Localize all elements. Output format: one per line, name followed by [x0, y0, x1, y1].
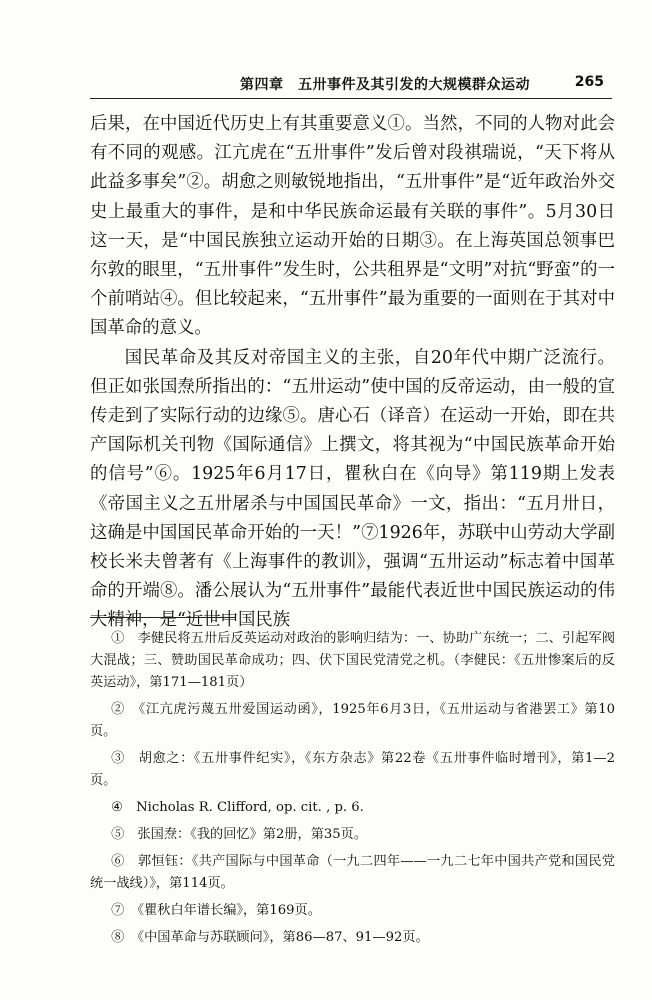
footnote-2: ② 《江亢虎污蔑五卅爱国运动函》，1925年6月3日，《五卅运动与省港罢工》第10页。: [90, 702, 615, 739]
footnote-6: ⑥ 郭恒钰：《共产国际与中国革命（一九二四年——一九二七年中国共产党和国民党统一战线）》，第114页。: [90, 854, 615, 891]
main-text: [90, 110, 615, 636]
footnote-8: ⑧ 《中国革命与苏联顾问》，第86—87、91—92页。: [111, 930, 429, 945]
footnote-divider: [90, 617, 235, 618]
footnote-1: ① 李健民将五卅后反英运动对政治的影响归结为：一、协助广东统一；二、引起军阀大混战；三、赞助国民革命成功；四、伏下国民党清党之机。（李健民：《五卅惨案后的反英运动》，第171—181页）: [90, 631, 615, 690]
footnote-7: ⑦ 《瞿秋白年谱长编》，第169页。: [111, 903, 321, 918]
footnote-5: ⑤ 张国焘：《我的回忆》第2册，第35页。: [111, 827, 368, 842]
paragraph: 国民革命及其反对帝国主义的主张，自20年代中期广泛流行。但正如张国焘所指出的：“五卅运动”使中国的反帝运动，由一般的宣传走到了实际行动的边缘⑤。唐心石（译音）在运动一开始，即在共产国际机关刊物《国际通信》上撰文，将其视为“中国民族革命开始的信号”⑥。1925年6月17日，瞿秋白在《向导》第119期上发表《帝国主义之五卅屠杀与中国国民革命》一文，指出：“五月卅日，这确是中国国民革命开始的一天！”⑦1926年，苏联中山劳动大学副校长米夫曾著有《上海事件的教训》，强调“五卅运动”标志着中国革命的开端⑧。潘公展认为“五卅事件”最能代表近世中国民族运动的伟大精神，是“近世中国民族: [90, 347, 615, 631]
paragraph-continued: 后果，在中国近代历史上有其重要意义①。当然，不同的人物对此会有不同的观感。江亢虎在“五卅事件”发后曾对段祺瑞说，“天下将从此益多事矣”②。胡愈之则敏锐地指出，“五卅事件”是“近年政治外交史上最重大的事件，是和中华民族命运最有关联的事件”。5月30日这一天，是“中国民族独立运动开始的日期③。在上海英国总领事巴尔敦的眼里，“五卅事件”发生时，公共租界是“文明”对抗“野蛮”的一个前哨站④。但比较起来，“五卅事件”最为重要的一面则在于其对中国革命的意义。: [90, 114, 615, 339]
footnote-3: ③ 胡愈之：《五卅事件纪实》，《东方杂志》第22卷《五卅事件临时增刊》，第1—2页。: [90, 751, 615, 788]
footnotes: [90, 628, 615, 954]
footnote-4: ④ Nicholas R. Clifford, op. cit. , p. 6.: [111, 800, 364, 815]
chapter-title: 第四章 五卅事件及其引发的大规模群众运动: [240, 77, 530, 93]
running-header: [90, 72, 612, 99]
page-number: 265: [574, 74, 604, 90]
